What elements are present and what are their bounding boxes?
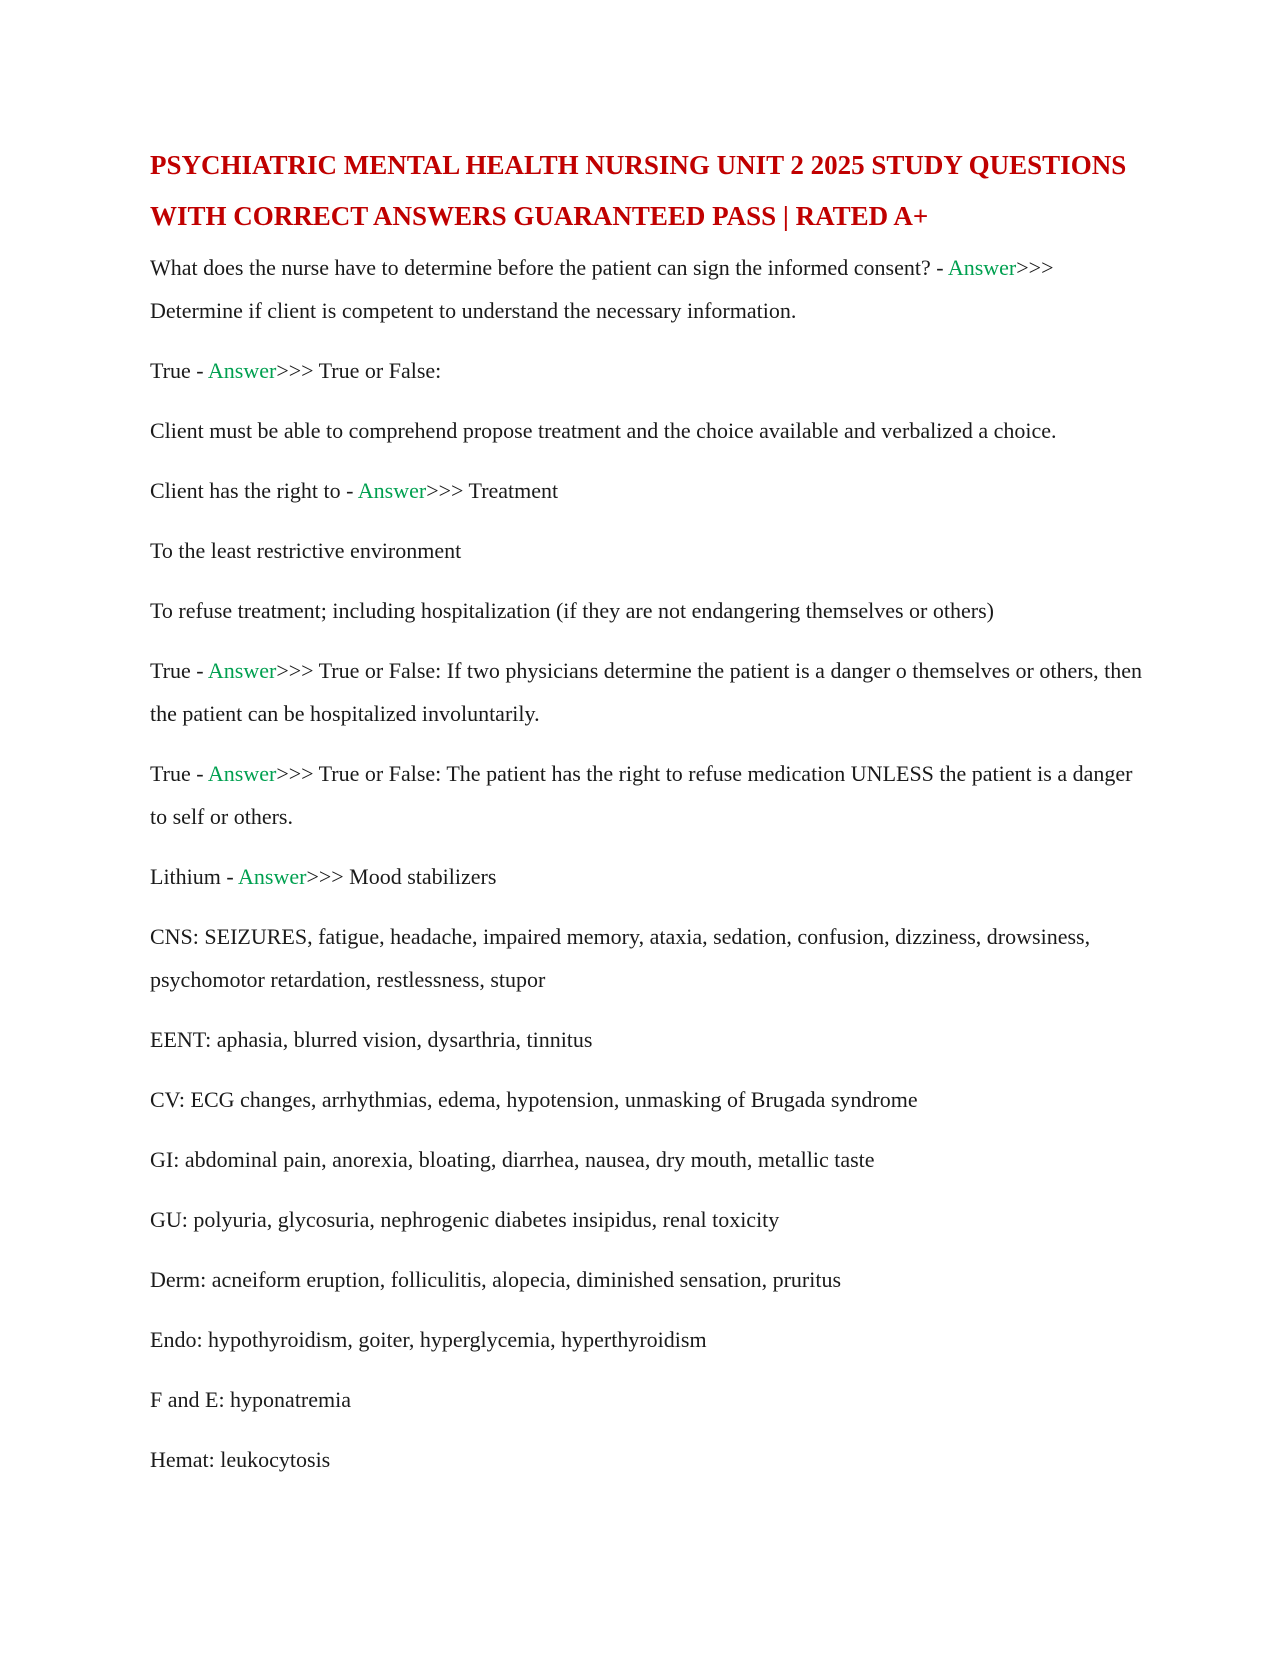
answer-label: Answer (207, 761, 277, 786)
answer-label: Answer (238, 864, 307, 889)
side-effect-hemat: Hemat: leukocytosis (150, 1447, 331, 1472)
answer-text: >>> True or False: (276, 358, 442, 383)
question-text: True - (150, 358, 208, 383)
question-text: Client has the right to - (150, 478, 358, 503)
question-text: Lithium - (150, 864, 238, 889)
side-effect-derm: Derm: acneiform eruption, folliculitis, alopecia, diminished sensation, pruritus (150, 1267, 842, 1292)
answer-label: Answer (207, 658, 277, 683)
side-effect-gu: GU: polyuria, glycosuria, nephrogenic diabetes insipidus, renal toxicity (150, 1207, 780, 1232)
answer-label: Answer (357, 478, 427, 503)
qa-true-false-comprehend (150, 349, 1150, 392)
paragraph-least-restrictive: To the least restrictive environment (150, 538, 462, 563)
side-effect-gi: GI: abdominal pain, anorexia, bloating, diarrhea, nausea, dry mouth, metallic taste (150, 1147, 875, 1172)
question-text: True - (150, 761, 208, 786)
qa-lithium (150, 855, 1150, 898)
side-effect-eent: EENT: aphasia, blurred vision, dysarthria, tinnitus (150, 1027, 593, 1052)
qa-refuse-medication (150, 752, 1150, 838)
qa-client-rights (150, 469, 1150, 512)
qa-involuntary-hospitalization (150, 649, 1150, 735)
paragraph-comprehend: Client must be able to comprehend propose treatment and the choice available and verbalized a choice. (150, 418, 1057, 443)
question-text: What does the nurse have to determine before the patient can sign the informed consent? - (150, 255, 948, 280)
answer-text: >>> Treatment (426, 478, 559, 503)
answer-text: >>> True or False: The patient has the right to refuse medication UNLESS the patient is a danger to self or others. (150, 761, 1133, 829)
answer-label: Answer (207, 358, 277, 383)
answer-label: Answer (947, 255, 1017, 280)
answer-text: >>> True or False: If two physicians determine the patient is a danger o themselves or others, then the patient can be hospitalized involuntarily. (150, 658, 1143, 726)
side-effect-endo: Endo: hypothyroidism, goiter, hyperglycemia, hyperthyroidism (150, 1327, 707, 1352)
document-page (150, 140, 1150, 1498)
side-effect-cv: CV: ECG changes, arrhythmias, edema, hypotension, unmasking of Brugada syndrome (150, 1087, 918, 1112)
side-effect-cns: CNS: SEIZURES, fatigue, headache, impaired memory, ataxia, sedation, confusion, dizziness, drowsiness, psychomotor retardation, restlessness, stupor (150, 924, 1091, 992)
question-text: True - (150, 658, 208, 683)
paragraph-refuse-treatment: To refuse treatment; including hospitalization (if they are not endangering themselves or others) (150, 598, 994, 623)
document-title: PSYCHIATRIC MENTAL HEALTH NURSING UNIT 2 2025 STUDY QUESTIONS WITH CORRECT ANSWERS GUARANTEED PASS | RATED A+ (150, 150, 1127, 231)
answer-text: >>> Mood stabilizers (306, 864, 497, 889)
side-effect-f-and-e: F and E: hyponatremia (150, 1387, 352, 1412)
qa-informed-consent (150, 246, 1150, 332)
answer-text: >>> Determine if client is competent to understand the necessary information. (150, 255, 1054, 323)
